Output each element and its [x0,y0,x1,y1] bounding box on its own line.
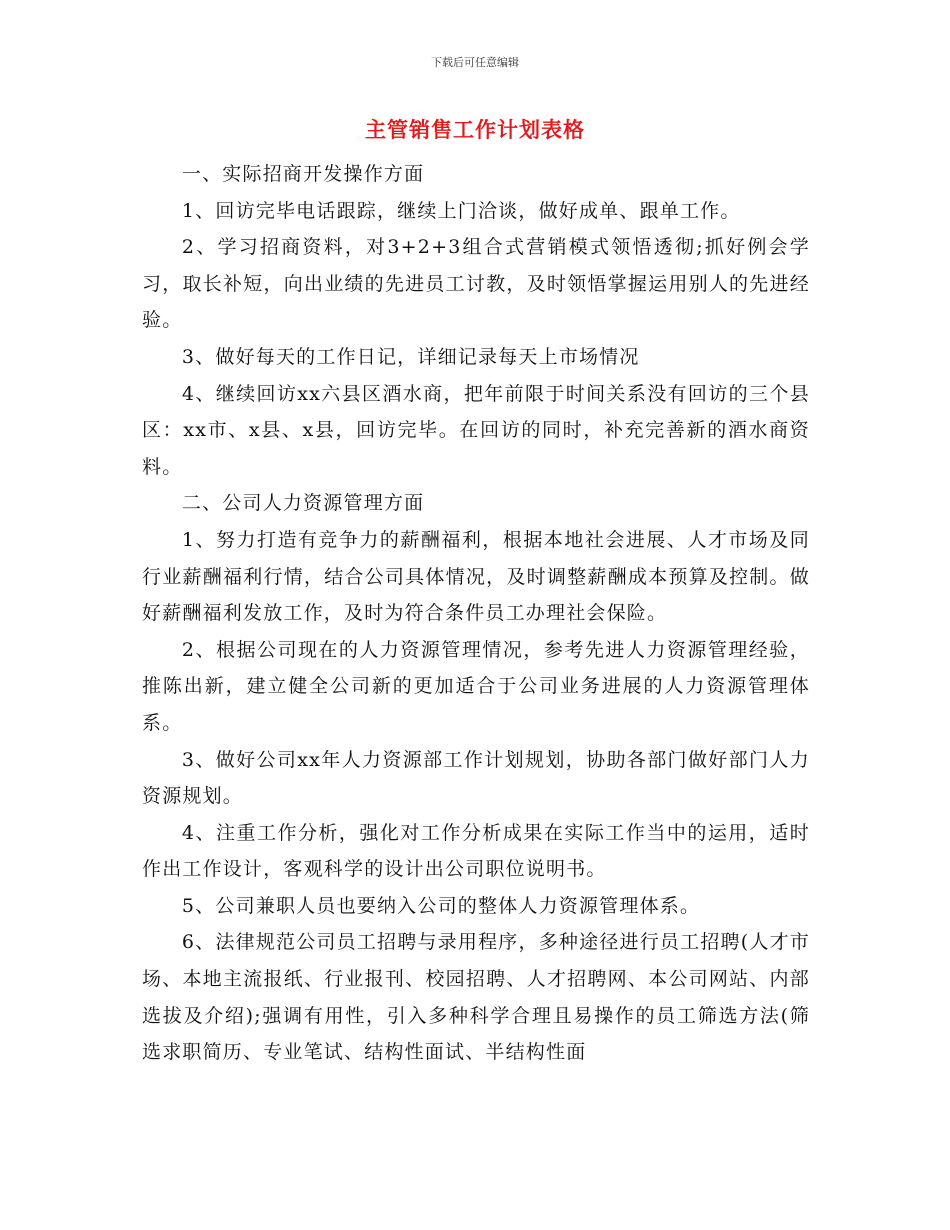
section-heading: 二、公司人力资源管理方面 [181,492,425,515]
paragraph: 6、法律规范公司员工招聘与录用程序，多种途径进行员工招聘(人才市场、本地主流报纸、行业报刊、校园招聘、人才招聘网、本公司网站、内部选拔及介绍);强调有用性，引入多种科学合理且易操作的员工筛选方法(筛选求职简历、专业笔试、结构性面试、半结构性面 [142,931,810,1064]
document-body [142,156,810,1071]
section-heading: 一、实际招商开发操作方面 [181,163,425,185]
paragraph: 4、注重工作分析，强化对工作分析成果在实际工作当中的运用，适时作出工作设计，客观科学的设计出公司职位说明书。 [142,821,810,881]
paragraph: 1、回访完毕电话跟踪，继续上门洽谈，做好成单、跟单工作。 [181,199,741,222]
document-title: 主管销售工作计划表格 [365,118,585,142]
paragraph: 5、公司兼职人员也要纳入公司的整体人力资源管理体系。 [181,894,701,917]
paragraph: 3、做好公司xx年人力资源部工作计划规划，协助各部门做好部门人力资源规划。 [142,748,810,808]
header-note: 下载后可任意编辑 [431,56,519,69]
paragraph: 2、根据公司现在的人力资源管理情况，参考先进人力资源管理经验，推陈出新，建立健全公司新的更加适合于公司业务进展的人力资源管理体系。 [142,638,810,734]
paragraph: 1、努力打造有竞争力的薪酬福利，根据本地社会进展、人才市场及同行业薪酬福利行情，结合公司具体情况，及时调整薪酬成本预算及控制。做好薪酬福利发放工作，及时为符合条件员工办理社会保险。 [142,528,810,625]
paragraph: 3、做好每天的工作日记，详细记录每天上市场情况 [181,345,640,368]
paragraph: 4、继续回访xx六县区酒水商，把年前限于时间关系没有回访的三个县区：xx市、x县、x县，回访完毕。在回访的同时，补充完善新的酒水商资料。 [142,382,810,478]
paragraph: 2、学习招商资料，对3+2+3组合式营销模式领悟透彻;抓好例会学习，取长补短，向出业绩的先进员工讨教，及时领悟掌握运用别人的先进经验。 [142,236,810,332]
